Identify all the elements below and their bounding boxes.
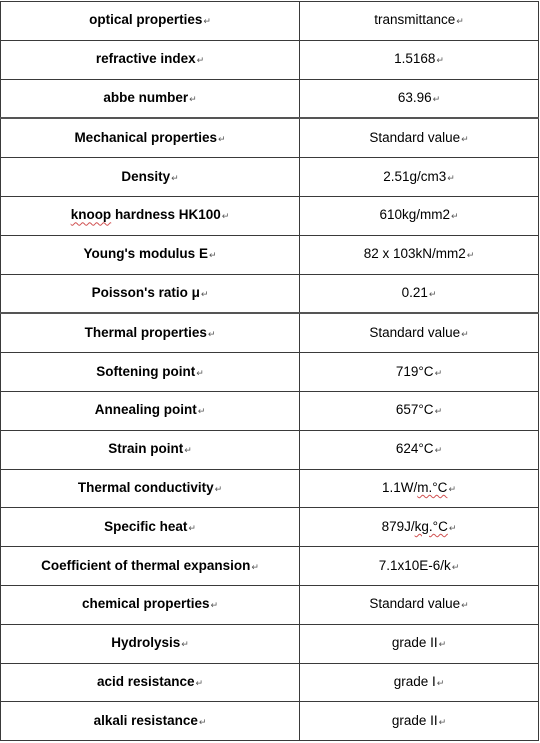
- table-row: [1, 624, 539, 663]
- table-row: [1, 2, 539, 41]
- table-row: [1, 663, 539, 702]
- table-row: [1, 196, 539, 235]
- property-name-cell: [1, 79, 300, 118]
- paragraph-mark-icon: ↵: [434, 367, 443, 378]
- paragraph-mark-icon: ↵: [428, 288, 437, 299]
- property-name-cell: [1, 353, 300, 392]
- property-name-cell: [1, 585, 300, 624]
- property-name-cell: [1, 663, 300, 702]
- paragraph-mark-icon: ↵: [438, 639, 447, 650]
- property-value-cell: [300, 508, 539, 547]
- property-value-cell: [300, 79, 539, 118]
- property-value-cell: [300, 40, 539, 79]
- section-heading: Mechanical properties: [74, 129, 217, 145]
- property-name-cell: [1, 391, 300, 430]
- table-row: [1, 585, 539, 624]
- spellcheck-flagged-word: m.°C: [417, 479, 448, 495]
- paragraph-mark-icon: ↵: [251, 561, 259, 572]
- property-value-cell: [300, 196, 539, 235]
- paragraph-mark-icon: ↵: [432, 93, 441, 104]
- paragraph-mark-icon: ↵: [221, 211, 230, 222]
- property-value: 0.21: [401, 284, 428, 300]
- property-value: 1.1W/: [382, 479, 418, 495]
- section-heading: chemical properties: [81, 596, 210, 612]
- property-name: Strain point: [108, 441, 184, 457]
- property-name: acid resistance: [96, 673, 195, 689]
- paragraph-mark-icon: ↵: [451, 211, 459, 222]
- property-name-cell: [1, 235, 300, 274]
- property-name-cell: [1, 469, 300, 508]
- property-name-cell: [1, 40, 300, 79]
- paragraph-mark-icon: ↵: [438, 716, 447, 727]
- property-value-cell: [300, 353, 539, 392]
- property-name-cell: [1, 274, 300, 313]
- table-row: [1, 158, 539, 197]
- property-name-cell: [1, 508, 300, 547]
- paragraph-mark-icon: ↵: [198, 716, 207, 727]
- property-value-cell: [300, 313, 539, 352]
- table-row: [1, 353, 539, 392]
- paragraph-mark-icon: ↵: [171, 172, 179, 183]
- table-row: [1, 274, 539, 313]
- table-row: [1, 391, 539, 430]
- table-row: [1, 702, 539, 741]
- paragraph-mark-icon: ↵: [197, 406, 206, 417]
- paragraph-mark-icon: ↵: [214, 483, 223, 494]
- property-name-cell: [1, 624, 300, 663]
- paragraph-mark-icon: ↵: [188, 522, 196, 533]
- property-value: 624°C: [395, 441, 434, 457]
- property-name: Density: [121, 168, 171, 184]
- property-name-cell: [1, 702, 300, 741]
- property-name-cell: [1, 430, 300, 469]
- property-name-cell: [1, 2, 300, 41]
- property-value: grade I: [393, 673, 436, 689]
- paragraph-mark-icon: ↵: [200, 288, 209, 299]
- paragraph-mark-icon: ↵: [448, 522, 457, 533]
- section-value-heading: Standard value: [369, 129, 461, 145]
- paragraph-mark-icon: ↵: [447, 172, 455, 183]
- property-name: Poisson's ratio μ: [91, 284, 200, 300]
- table-row: [1, 118, 539, 157]
- table-row: [1, 430, 539, 469]
- paragraph-mark-icon: ↵: [434, 406, 443, 417]
- table-row: [1, 547, 539, 586]
- glass-properties-table: [0, 1, 539, 741]
- property-value-cell: [300, 430, 539, 469]
- property-value: grade II: [391, 635, 438, 651]
- property-name: Annealing point: [94, 402, 197, 418]
- property-value: 63.96: [397, 89, 432, 105]
- paragraph-mark-icon: ↵: [184, 445, 192, 456]
- property-name-cell: [1, 118, 300, 157]
- table-row: [1, 79, 539, 118]
- table-row: [1, 508, 539, 547]
- property-name: Softening point: [96, 363, 196, 379]
- table-row: [1, 469, 539, 508]
- property-value: 1.5168: [394, 51, 436, 67]
- property-value-cell: [300, 235, 539, 274]
- paragraph-mark-icon: ↵: [436, 55, 444, 66]
- property-value: 657°C: [395, 402, 434, 418]
- paragraph-mark-icon: ↵: [203, 16, 211, 27]
- paragraph-mark-icon: ↵: [196, 367, 204, 378]
- paragraph-mark-icon: ↵: [448, 483, 456, 494]
- paragraph-mark-icon: ↵: [461, 600, 469, 611]
- paragraph-mark-icon: ↵: [451, 561, 460, 572]
- property-value-cell: [300, 663, 539, 702]
- property-value: transmittance: [374, 12, 456, 28]
- property-value-cell: [300, 274, 539, 313]
- paragraph-mark-icon: ↵: [436, 677, 445, 688]
- section-heading: Thermal properties: [84, 324, 207, 340]
- spellcheck-flagged-word: knoop: [70, 207, 112, 223]
- paragraph-mark-icon: ↵: [218, 133, 226, 144]
- table-row: [1, 40, 539, 79]
- property-value-cell: [300, 158, 539, 197]
- section-value-heading: Standard value: [369, 324, 461, 340]
- property-value: grade II: [391, 712, 438, 728]
- property-value-cell: [300, 702, 539, 741]
- property-value: 7.1x10E-6/k: [378, 557, 451, 573]
- paragraph-mark-icon: ↵: [208, 250, 217, 261]
- property-value: 719°C: [395, 363, 434, 379]
- property-name: Thermal conductivity: [77, 479, 214, 495]
- property-name: optical properties: [89, 12, 203, 28]
- property-name-cell: [1, 547, 300, 586]
- spellcheck-flagged-word: kg.°C: [414, 518, 448, 534]
- property-name-cell: [1, 158, 300, 197]
- paragraph-mark-icon: ↵: [466, 250, 475, 261]
- paragraph-mark-icon: ↵: [207, 328, 216, 339]
- section-value-heading: Standard value: [369, 596, 461, 612]
- property-name: abbe number: [103, 89, 189, 105]
- table-row: [1, 313, 539, 352]
- table-row: [1, 235, 539, 274]
- property-value-cell: [300, 469, 539, 508]
- paragraph-mark-icon: ↵: [456, 16, 464, 27]
- property-value-cell: [300, 585, 539, 624]
- paragraph-mark-icon: ↵: [461, 328, 469, 339]
- paragraph-mark-icon: ↵: [434, 445, 443, 456]
- property-value-cell: [300, 391, 539, 430]
- paragraph-mark-icon: ↵: [196, 55, 205, 66]
- paragraph-mark-icon: ↵: [189, 93, 197, 104]
- property-name: hardness HK100: [111, 207, 221, 223]
- paragraph-mark-icon: ↵: [461, 133, 469, 144]
- property-name: Coefficient of thermal expansion: [41, 557, 251, 573]
- paragraph-mark-icon: ↵: [181, 639, 189, 650]
- property-name: Hydrolysis: [111, 635, 181, 651]
- property-name-cell: [1, 196, 300, 235]
- property-name: Specific heat: [104, 518, 188, 534]
- property-value-cell: [300, 2, 539, 41]
- property-value-cell: [300, 624, 539, 663]
- property-name: alkali resistance: [93, 712, 198, 728]
- property-value-cell: [300, 118, 539, 157]
- property-value-cell: [300, 547, 539, 586]
- property-value: 610kg/mm2: [379, 207, 450, 223]
- property-name: refractive index: [95, 51, 196, 67]
- paragraph-mark-icon: ↵: [195, 677, 204, 688]
- property-name: Young's modulus E: [83, 246, 208, 262]
- property-value: 2.51g/cm3: [383, 168, 447, 184]
- property-value: 879J/: [381, 518, 415, 534]
- property-value: 82 x 103kN/mm2: [363, 246, 466, 262]
- property-name-cell: [1, 313, 300, 352]
- paragraph-mark-icon: ↵: [210, 600, 219, 611]
